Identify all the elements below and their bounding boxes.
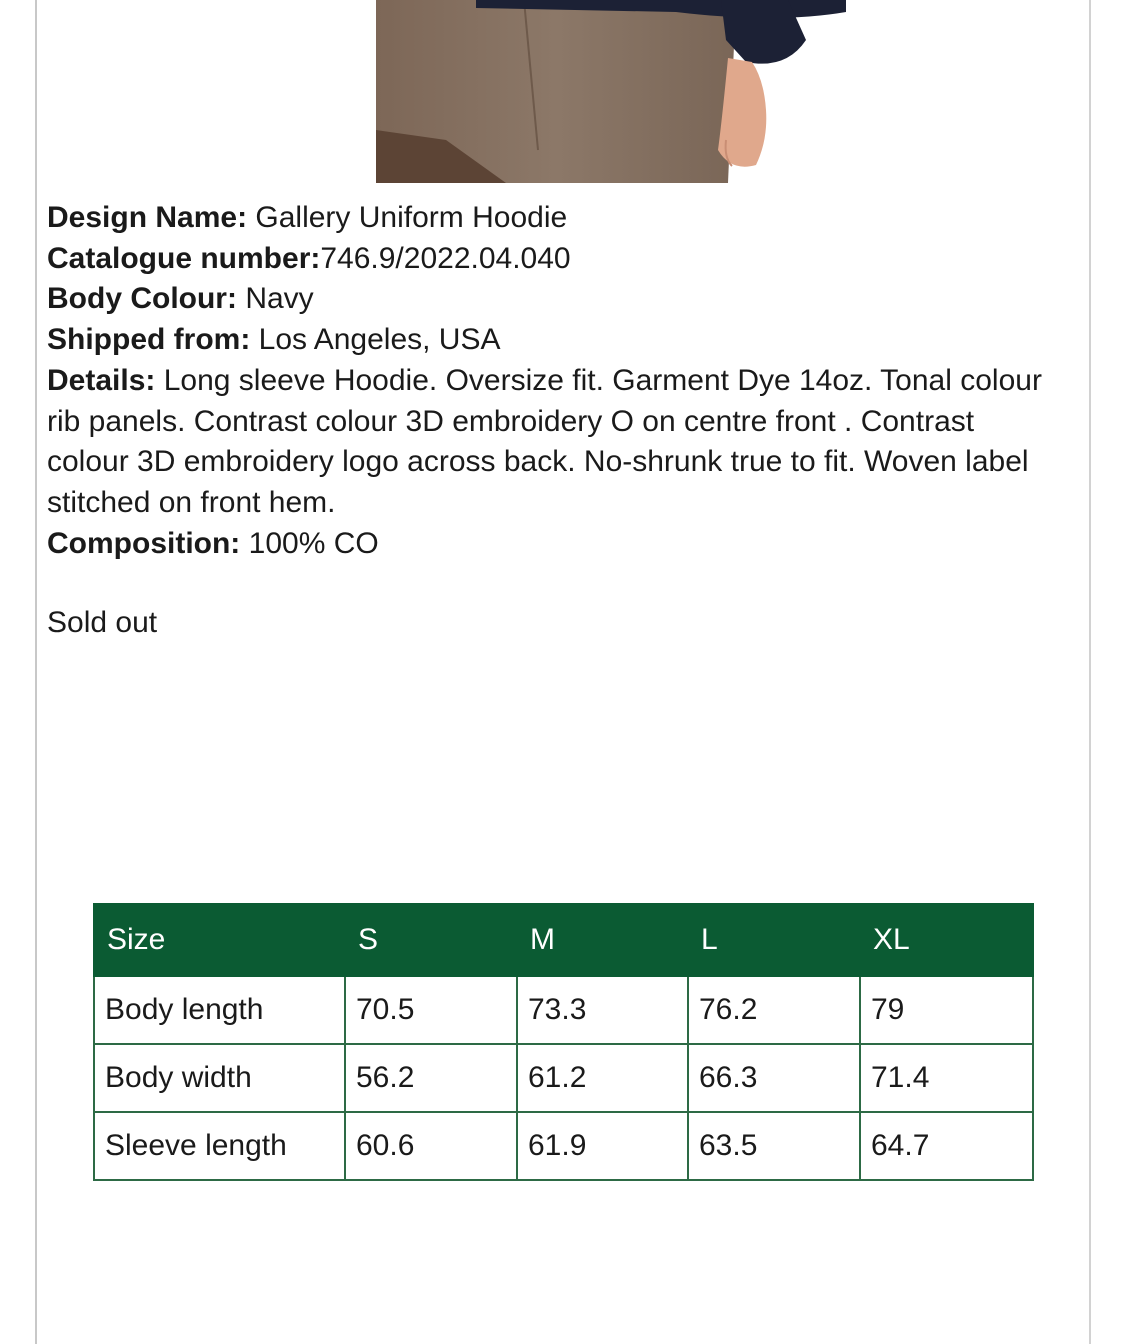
right-border xyxy=(1089,0,1091,1344)
header-cell-size: Size xyxy=(94,904,345,976)
table-cell: 79 xyxy=(860,976,1033,1044)
header-cell-l: L xyxy=(688,904,860,976)
table-cell: 64.7 xyxy=(860,1112,1033,1180)
catalogue-number-line xyxy=(47,239,1047,280)
field-value: Los Angeles, USA xyxy=(250,323,501,357)
field-value: Navy xyxy=(236,282,314,316)
row-label: Body width xyxy=(94,1044,345,1112)
size-chart-header-row xyxy=(94,904,1033,976)
body-colour-line xyxy=(47,279,1047,320)
field-value: 746.9/2022.04.040 xyxy=(320,241,571,275)
sold-out-status: Sold out xyxy=(47,606,158,639)
field-label: Details: xyxy=(47,363,156,397)
table-cell: 70.5 xyxy=(345,976,517,1044)
size-chart-table xyxy=(93,903,1034,1181)
row-label: Body length xyxy=(94,976,345,1044)
table-cell: 56.2 xyxy=(345,1044,517,1112)
left-border xyxy=(35,0,37,1344)
field-value: Long sleeve Hoodie. Oversize fit. Garment Dye 14oz. Tonal colour rib panels. Contrast colour 3D embroidery O on centre front . Contrast colour 3D embroidery logo across back. No-shrunk true to fit. Woven label stitched on front hem. xyxy=(47,363,1042,519)
table-cell: 73.3 xyxy=(517,976,688,1044)
field-value: Gallery Uniform Hoodie xyxy=(247,201,568,234)
field-label: Body Colour: xyxy=(47,282,237,316)
header-cell-xl: XL xyxy=(860,904,1033,976)
field-label: Design Name: xyxy=(47,201,248,234)
product-details xyxy=(47,198,1047,564)
row-label: Sleeve length xyxy=(94,1112,345,1180)
product-photo xyxy=(376,0,846,183)
shipped-from-line xyxy=(47,320,1047,361)
composition-line xyxy=(47,524,1047,565)
table-cell: 61.9 xyxy=(517,1112,688,1180)
table-cell: 71.4 xyxy=(860,1044,1033,1112)
table-cell: 60.6 xyxy=(345,1112,517,1180)
field-label: Catalogue number: xyxy=(47,241,321,275)
design-name-line xyxy=(47,198,1047,239)
table-row xyxy=(94,976,1033,1044)
field-value: 100% CO xyxy=(240,526,379,560)
table-cell: 61.2 xyxy=(517,1044,688,1112)
table-cell: 63.5 xyxy=(688,1112,860,1180)
table-cell: 66.3 xyxy=(688,1044,860,1112)
table-cell: 76.2 xyxy=(688,976,860,1044)
field-label: Composition: xyxy=(47,526,241,560)
details-paragraph xyxy=(47,361,1047,524)
field-label: Shipped from: xyxy=(47,323,251,357)
header-cell-s: S xyxy=(345,904,517,976)
header-cell-m: M xyxy=(517,904,688,976)
table-row xyxy=(94,1112,1033,1180)
table-row xyxy=(94,1044,1033,1112)
